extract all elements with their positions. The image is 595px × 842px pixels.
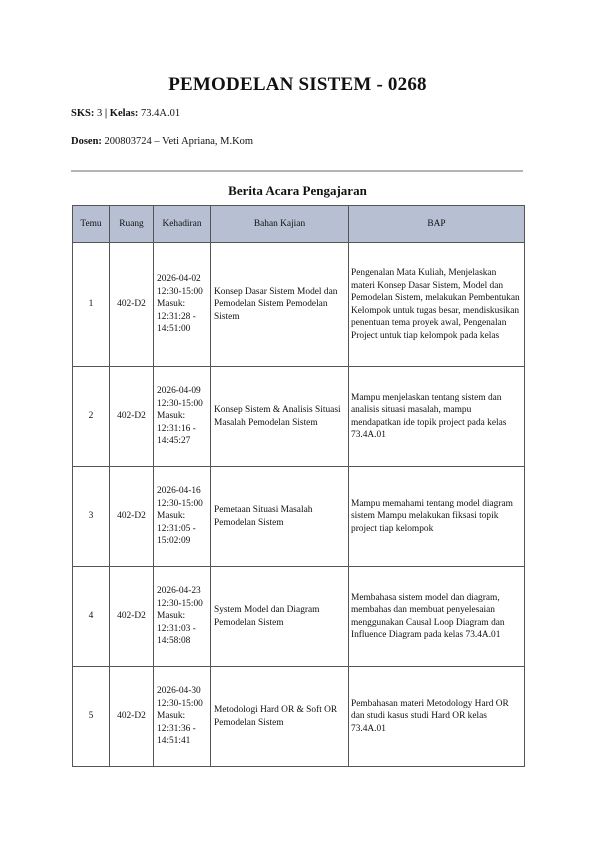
cell-ruang: 402-D2 [110,467,154,567]
cell-temu: 3 [73,467,110,567]
cell-bahan-kajian: Konsep Dasar Sistem Model dan Pemodelan Sistem Pemodelan Sistem [211,243,349,367]
lecturer-info [71,136,253,147]
cell-ruang: 402-D2 [110,567,154,667]
cell-ruang: 402-D2 [110,243,154,367]
section-title: Berita Acara Pengajaran [228,183,367,198]
cell-ruang: 402-D2 [110,667,154,767]
table-row [73,467,525,567]
course-info: SKS: 3 | Kelas: 73.4A.01 [71,108,181,119]
header-temu: Temu [73,206,110,243]
cell-bap: Mampu memahami tentang model diagram sistem Mampu melakukan fiksasi topik project tiap kelompok [349,467,525,567]
sks-label: SKS: [71,108,95,119]
cell-bahan-kajian: Konsep Sistem & Analisis Situasi Masalah Pemodelan Sistem [211,367,349,467]
cell-bahan-kajian: Metodologi Hard OR & Soft OR Pemodelan Sistem [211,667,349,767]
cell-temu: 1 [73,243,110,367]
header-bap: BAP [349,206,525,243]
table-row [73,367,525,467]
table-row [73,667,525,767]
sks-value: 3 [96,108,103,119]
cell-bahan-kajian: System Model dan Diagram Pemodelan Sistem [211,567,349,667]
header-bahan-kajian: Bahan Kajian [211,206,349,243]
kelas-label: Kelas: [109,108,139,119]
cell-bahan-kajian: Pemetaan Situasi Masalah Pemodelan Sistem [211,467,349,567]
cell-bap: Mampu menjelaskan tentang sistem dan analisis situasi masalah, mampu mendapatkan ide topik project pada kelas 73.4A.01 [349,367,525,467]
cell-temu: 4 [73,567,110,667]
cell-kehadiran: 2026-04-16 12:30-15:00 Masuk: 12:31:05 - 15:02:09 [154,467,211,567]
table-header-row [73,206,525,243]
header-kehadiran: Kehadiran [154,206,211,243]
attendance-table [72,205,525,767]
header-ruang: Ruang [110,206,154,243]
cell-bap: Membahasa sistem model dan diagram, membahas dan membuat penyelesaian menggunakan Causal Loop Diagram dan Influence Diagram pada kelas 73.4A.01 [349,567,525,667]
cell-temu: 5 [73,667,110,767]
cell-bap: Pengenalan Mata Kuliah, Menjelaskan materi Konsep Dasar Sistem, Model dan Pemodelan Sistem, melakukan Pembentukan Kelompok untuk tugas besar, mendiskusikan penentuan tema proyek awal, Pengenalan Project untuk tiap kelompok pada kelas [349,243,525,367]
cell-kehadiran: 2026-04-23 12:30-15:00 Masuk: 12:31:03 - 14:58:08 [154,567,211,667]
document-title: PEMODELAN SISTEM - 0268 [168,74,427,95]
kelas-value: 73.4A.01 [140,108,181,119]
cell-kehadiran: 2026-04-02 12:30-15:00 Masuk: 12:31:28 - 14:51:00 [154,243,211,367]
cell-temu: 2 [73,367,110,467]
dosen-value: 200803724 – Veti Apriana, M.Kom [104,136,254,147]
divider [71,170,523,172]
cell-ruang: 402-D2 [110,367,154,467]
cell-bap: Pembahasan materi Metodology Hard OR dan studi kasus studi Hard OR kelas 73.4A.01 [349,667,525,767]
table-row [73,567,525,667]
table-row [73,243,525,367]
dosen-label: Dosen: [71,136,102,147]
cell-kehadiran: 2026-04-09 12:30-15:00 Masuk: 12:31:16 - 14:45:27 [154,367,211,467]
cell-kehadiran: 2026-04-30 12:30-15:00 Masuk: 12:31:36 - 14:51:41 [154,667,211,767]
